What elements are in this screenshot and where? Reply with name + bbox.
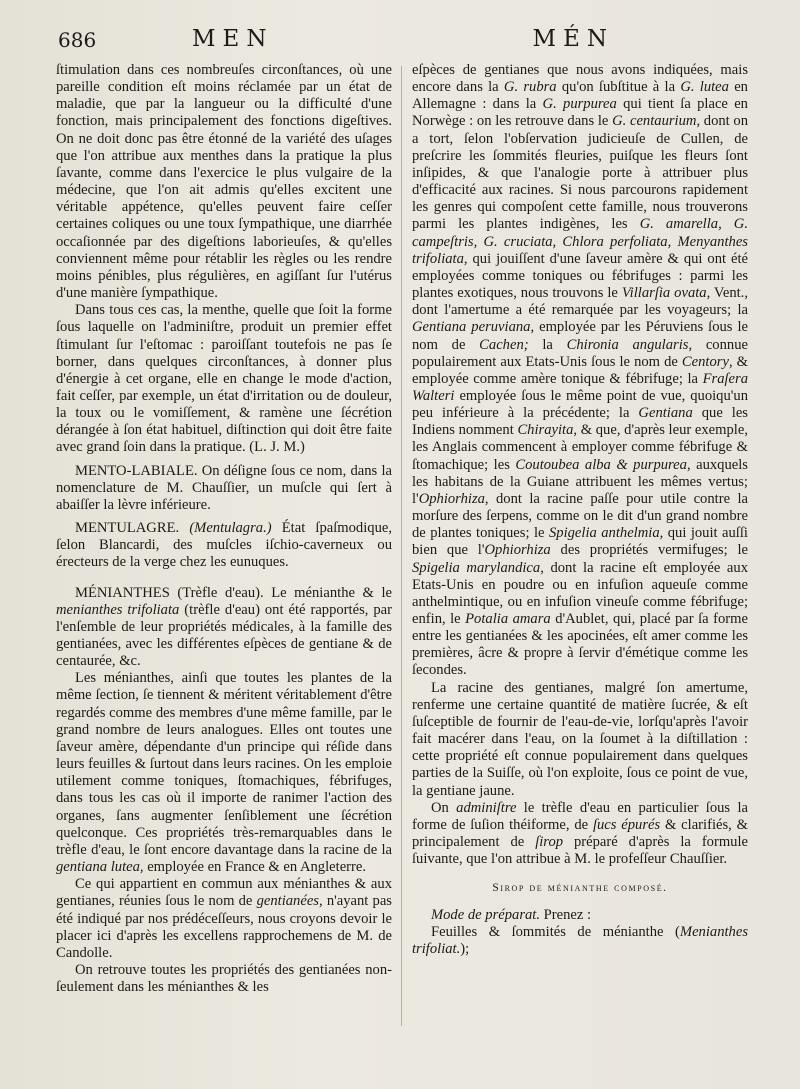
entry-menianthes — [56, 585, 392, 671]
latin-term: Chironia angularis — [566, 336, 689, 353]
t: que les Indiens nomment — [412, 405, 748, 439]
running-head-left: MEN — [192, 26, 274, 52]
latin-term: Chirayita — [517, 422, 574, 439]
gentian-paragraph-2: La racine des gentianes, malgré ſon amertume, renferme une certaine quantité de matière ſucrée, & eſt ſuſceptible de fournir de l'eau-de-vie, lorſqu'après l'avoir fait macérer dans l'eau, on la ſoumet à la diſtillation : cette propriété eſt connue populairement dans quelques parties de la Suiſſe, où l'on exploite, ſous ce point de vue, la gentiane jaune. — [412, 679, 748, 799]
entry-mento-labiale — [56, 463, 392, 514]
t: On — [430, 799, 449, 816]
latin-term: Gentiana peruviana — [412, 319, 531, 336]
latin-term: G. amarella, G. campeſtris, G. cruciata, Chlora perfoliata, Menyanthes trifoliata — [412, 216, 748, 267]
latin-term: Fraſera Walteri — [412, 370, 748, 404]
page-header — [58, 26, 758, 58]
latin-term: Spigelia marylandica — [412, 559, 541, 576]
paragraph-text: , n'ayant pas été indiqué par nos prédéceſſeurs, nous croyons devoir le placer ici d'après les excellens rapprochemens de M. de Candolle. — [56, 893, 392, 961]
latin-term: G. centaurium — [612, 113, 697, 130]
recipe-title: Sirop de ménianthe composé. — [492, 882, 668, 895]
t: qui tient ſa place en Norwège : on les retrouve dans le — [412, 96, 748, 130]
t: , qui jouit auſſi bien que l' — [412, 525, 748, 559]
t: la — [542, 336, 553, 353]
italic-word: ſucs épurés — [592, 816, 661, 833]
entry-mentulagre — [56, 520, 392, 571]
t: , & employée comme amère tonique & fébrifuge; la — [412, 353, 748, 387]
t: , auxquels les habitans de la Guiane attribuent les mêmes vertus; l' — [412, 456, 748, 507]
paragraph-text: Les ménianthes, ainſi que toutes les plantes de la même ſection, ſe tiennent & méritent véritablement d'être regardés comme des membres d'une même famille, par le grand nombre de leurs analogues. Elles ont toutes une ſaveur amère, dépendante d'un principe qui réſide dans leurs feuilles & ſurtout dans leurs racines. On les emploie utilement comme toniques, ſtomachiques, fébrifuges, dans tous les cas où il importe de ranimer l'action des organes, ſans augmenter ſenſiblement une ſécrétion quelconque. Ces propriétés très-remarquables dans le trèfle d'eau, le ſont encore davantage dans la racine de la — [56, 670, 392, 858]
t: qu'on ſubſtitue à la — [561, 79, 676, 96]
latin-term: (Mentulagra.) — [189, 520, 272, 537]
entry-text: (trèfle d'eau) ont été rapportés, par l'enſemble de leur propriétés médicales, à la famille des gentianées, avec les différentes eſpèces de gentiane & de centaurée, &c. — [56, 601, 392, 670]
latin-term: Ophiorhiza — [484, 542, 551, 559]
right-column — [412, 62, 748, 1082]
entry-headword: MENTULAGRE. — [74, 520, 180, 537]
t: , qui jouiſſent d'une ſaveur amère & qui ont été employées comme toniques ou fébrifuges : parmi les plantes exotiques, nous trouvons le — [412, 250, 748, 302]
gentian-paragraph-continued — [412, 62, 748, 680]
t: ); — [460, 940, 470, 957]
column-divider — [401, 66, 402, 1026]
entry-headword: MENTO-LABIALE. — [74, 462, 198, 479]
paragraph-text: , employée en France & en Angleterre. — [139, 859, 367, 876]
running-head-right: MÉN — [532, 26, 614, 52]
menianthes-paragraph-4: On retrouve toutes les propriétés des gentianées non-ſeulement dans les ménianthes & les — [56, 961, 392, 996]
left-column — [56, 62, 392, 1082]
t: le trèfle d'eau en particulier ſous la forme de ſuſion théiforme, de — [412, 799, 748, 833]
t: , dont on a tort, ſelon l'obſervation judicieuſe de Cullen, de preſcrire les ſommités fleuries, puiſque les fleurs ſont inſipides, & que l'analogie porte à attribuer plus d'efficacité aux racines. Si nous parcourons rapidement les genres qui compoſent cette famille, nous trouverons parmi les plantes indigènes, les — [412, 113, 748, 233]
latin-term: Villarſia ovata — [621, 285, 707, 302]
latin-term: G. lutea — [680, 79, 729, 96]
entry-headword: MÉNIANTHES — [74, 584, 170, 601]
recipe-mode-label: Mode de préparat. — [430, 906, 540, 923]
recipe-mode-text: Prenez : — [543, 906, 592, 923]
t: d'Aublet, qui, placé par ſa forme entre les gentianées & les apocinées, eſt amer comme les premières, âcre & propre à ſervir d'émétique comme les ſecondes. — [412, 611, 748, 679]
t: employée ſous le même point de vue, quoiqu'un peu inférieure à la précédente; la — [412, 387, 748, 422]
recipe-ingredient — [412, 924, 748, 958]
t: & clarifiés, & principalement de — [412, 816, 748, 851]
t: , dont la racine paſſe pour utile contre la morſure des ſerpens, comme on le dit d'un grand nombre de plantes toniques; le — [412, 490, 748, 542]
entry-definition: On déſigne ſous ce nom, dans la nomenclature de M. Chauſſier, un muſcle qui ſert à abaiſſer la lèvre inférieure. — [56, 462, 392, 513]
t: , & que, d'après leur exemple, les Anglais commencent à employer comme fébrifuge & ſtomachique; les — [412, 422, 748, 473]
latin-term: Menianthes trifoliat. — [412, 923, 748, 957]
latin-term: Potalia amara — [465, 611, 551, 627]
latin-term: Gentiana — [638, 405, 693, 422]
t: Feuilles & ſommités de ménianthe ( — [430, 923, 680, 940]
t: , connue populairement aux Etats-Unis ſous le nom de — [412, 336, 748, 370]
latin-term: Coutoubea alba & purpurea — [515, 456, 687, 473]
page-number: 686 — [58, 28, 97, 52]
latin-term: G. rubra — [503, 79, 557, 96]
entry-text: (Trèfle d'eau). Le ménianthe & le — [177, 584, 392, 601]
menianthes-paragraph-2 — [56, 670, 392, 876]
latin-term: gentiana lutea — [56, 859, 140, 876]
paragraph-text: Ce qui appartient en commun aux ménianthes & aux gentianes, réunies ſous le nom de — [56, 876, 392, 910]
menianthes-paragraph-3 — [56, 876, 392, 962]
t: , Vent., dont l'amertume a été remarquée par les voyageurs; la — [412, 285, 748, 319]
latin-term: G. purpurea — [542, 96, 617, 113]
t: , employée par les Péruviens ſous le nom de — [412, 319, 748, 353]
t: des propriétés vermifuges; le — [560, 542, 748, 559]
mint-paragraph-2: Dans tous ces cas, la menthe, quelle que ſoit la forme ſous laquelle on l'adminiſtre, produit un premier effet ſtimulant ſur l'eſtomac : paroiſſant toutefois ne pas ſe borner, dans quelques circonſtances, à donner plus d'énergie à cet organe, elle en change le mode d'action, fait ceſſer, par exemple, un état d'irritation ou de douleur, la toux ou le vomiſſement, & ramène une ſécrétion dérangée à ſon état habituel, diſtinction qui doit être faite avec grand ſoin dans la pratique. (L. J. M.) — [56, 302, 392, 456]
t: , dont la racine eſt employée aux Etats-Unis en poudre ou en infuſion aqueuſe comme anthelmintique, ou en infuſion vineuſe comme fébrifuge; enfin, le — [412, 559, 748, 627]
t: en Allemagne : dans la — [412, 79, 748, 113]
latin-term: Spigelia anthelmia — [548, 525, 660, 542]
gentian-paragraph-3 — [412, 800, 748, 869]
t: eſpèces de gentianes que nous avons indiquées, mais encore dans la — [412, 62, 748, 96]
recipe-mode — [412, 907, 748, 924]
latin-term: Centory — [681, 353, 729, 370]
latin-term: menianthes trifoliata — [56, 601, 180, 618]
latin-term: Ophiorhiza — [418, 490, 485, 507]
entry-definition: État ſpaſmodique, ſelon Blancardi, des muſcles iſchio-caverneux ou érecteurs de la verge chez les eunuques. — [56, 520, 392, 571]
italic-word: ſirop — [535, 834, 564, 851]
mint-paragraph-continued: ſtimulation dans ces nombreuſes circonſtances, où une pareille condition eſt moins réclamée par un état de maladie, que par la langueur ou la difficulté d'une fonction, mais principalement des fonctions digeſtives. On ne doit donc pas être étonné de la variété des uſages que l'on attribue aux menthes dans la pratique la plus ſavante, comme dans l'exercice le plus vulgaire de la médecine, que l'on ait admis qu'elles excitent une véritable appétence, qu'elles peuvent faire ceſſer certaines coliques ou une toux ſympathique, une diarrhée occaſionnée par des digeſtions laborieuſes, & qu'elles conviennent même pour rétablir les règles ou les rendre moins pénibles, plus régulières, en agiſſant ſur l'utérus d'une manière ſympathique. — [56, 62, 392, 302]
latin-term: Cachen; — [479, 336, 529, 353]
latin-term: gentianées — [256, 893, 319, 910]
t: préparé d'après la formule ſuivante, que l'on attribue à M. le profeſſeur Chauſſier. — [412, 834, 748, 868]
italic-word: adminiſtre — [456, 799, 517, 816]
